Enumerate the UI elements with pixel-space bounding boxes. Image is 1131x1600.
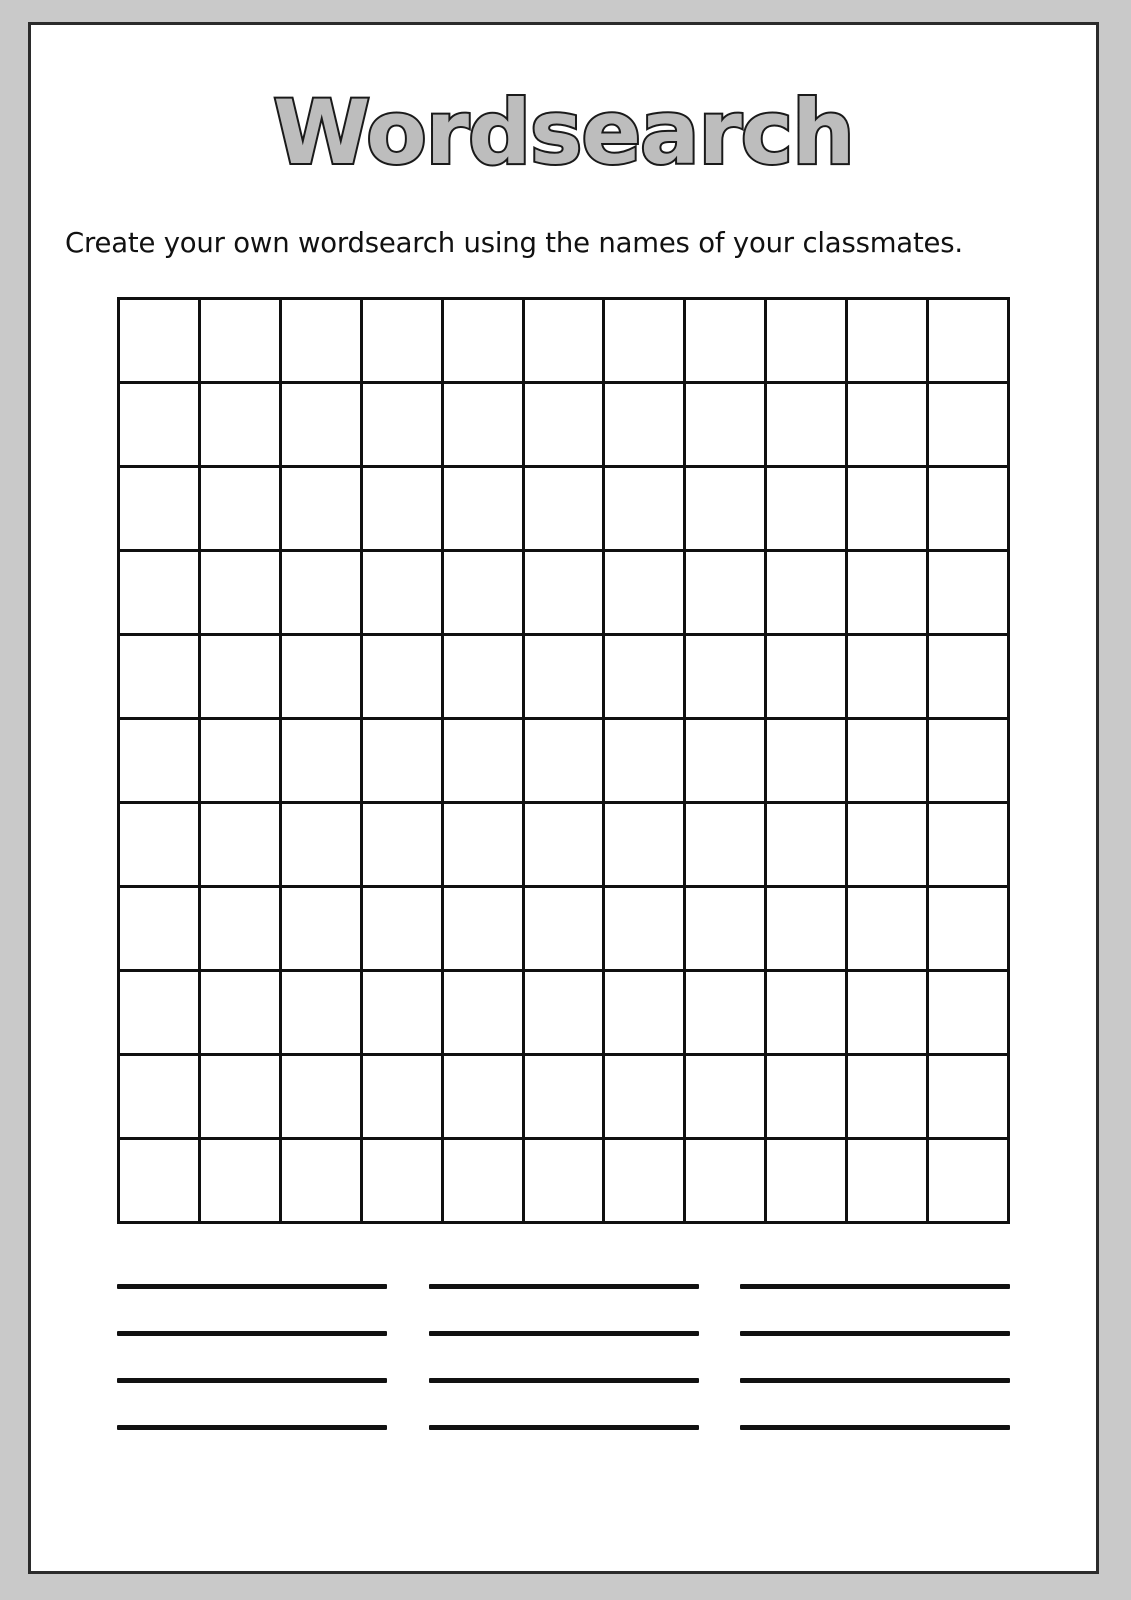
grid-row: [119, 719, 1009, 803]
grid-cell[interactable]: [199, 383, 280, 467]
grid-cell[interactable]: [442, 467, 523, 551]
grid-cell[interactable]: [280, 1055, 361, 1139]
word-write-line[interactable]: [117, 1284, 387, 1289]
grid-row: [119, 299, 1009, 383]
grid-cell[interactable]: [280, 971, 361, 1055]
grid-cell[interactable]: [685, 1139, 766, 1223]
grid-row: [119, 551, 1009, 635]
grid-cell[interactable]: [847, 551, 928, 635]
grid-cell[interactable]: [523, 467, 604, 551]
grid-cell[interactable]: [928, 803, 1009, 887]
grid-cell[interactable]: [199, 1055, 280, 1139]
grid-cell[interactable]: [685, 383, 766, 467]
grid-cell[interactable]: [361, 971, 442, 1055]
grid-cell[interactable]: [685, 887, 766, 971]
word-write-line[interactable]: [429, 1378, 699, 1383]
grid-cell[interactable]: [442, 803, 523, 887]
grid-cell[interactable]: [523, 971, 604, 1055]
grid-cell[interactable]: [361, 299, 442, 383]
word-write-line[interactable]: [117, 1425, 387, 1430]
grid-cell[interactable]: [523, 719, 604, 803]
grid-cell[interactable]: [766, 719, 847, 803]
grid-cell[interactable]: [523, 1055, 604, 1139]
grid-cell[interactable]: [442, 551, 523, 635]
word-list-column: [429, 1284, 699, 1430]
grid-cell[interactable]: [604, 1055, 685, 1139]
grid-cell[interactable]: [604, 635, 685, 719]
grid-cell[interactable]: [119, 467, 200, 551]
grid-cell[interactable]: [280, 803, 361, 887]
grid-cell[interactable]: [119, 635, 200, 719]
grid-cell[interactable]: [523, 635, 604, 719]
grid-cell[interactable]: [361, 635, 442, 719]
grid-cell[interactable]: [604, 383, 685, 467]
grid-row: [119, 1139, 1009, 1223]
grid-cell[interactable]: [280, 467, 361, 551]
word-write-line[interactable]: [740, 1284, 1010, 1289]
grid-cell[interactable]: [280, 887, 361, 971]
grid-cell[interactable]: [928, 467, 1009, 551]
grid-cell[interactable]: [280, 551, 361, 635]
grid-cell[interactable]: [119, 803, 200, 887]
grid-cell[interactable]: [361, 467, 442, 551]
page-title: Wordsearch: [273, 81, 854, 184]
grid-cell[interactable]: [604, 299, 685, 383]
grid-cell[interactable]: [280, 383, 361, 467]
grid-cell[interactable]: [442, 635, 523, 719]
grid-cell[interactable]: [766, 803, 847, 887]
word-write-line[interactable]: [429, 1425, 699, 1430]
grid-cell[interactable]: [280, 299, 361, 383]
grid-row: [119, 635, 1009, 719]
grid-cell[interactable]: [847, 383, 928, 467]
grid-cell[interactable]: [361, 719, 442, 803]
grid-cell[interactable]: [685, 467, 766, 551]
grid-cell[interactable]: [199, 299, 280, 383]
grid-cell[interactable]: [766, 551, 847, 635]
grid-cell[interactable]: [361, 803, 442, 887]
grid-cell[interactable]: [604, 1139, 685, 1223]
grid-cell[interactable]: [523, 887, 604, 971]
grid-cell[interactable]: [119, 971, 200, 1055]
grid-cell[interactable]: [604, 803, 685, 887]
grid-row: [119, 383, 1009, 467]
word-write-line[interactable]: [429, 1331, 699, 1336]
grid-cell[interactable]: [766, 299, 847, 383]
grid-cell[interactable]: [928, 299, 1009, 383]
grid-cell[interactable]: [119, 383, 200, 467]
grid-cell[interactable]: [280, 1139, 361, 1223]
grid-cell[interactable]: [847, 887, 928, 971]
grid-cell[interactable]: [361, 1055, 442, 1139]
word-list-area: [117, 1284, 1010, 1430]
grid-body: [119, 299, 1009, 1223]
grid-cell[interactable]: [523, 551, 604, 635]
grid-cell[interactable]: [928, 887, 1009, 971]
word-write-line[interactable]: [429, 1284, 699, 1289]
word-write-line[interactable]: [117, 1331, 387, 1336]
word-list-column: [740, 1284, 1010, 1430]
worksheet-page: [28, 22, 1099, 1574]
grid-cell[interactable]: [847, 1055, 928, 1139]
grid-cell[interactable]: [361, 1139, 442, 1223]
grid-cell[interactable]: [766, 971, 847, 1055]
grid-cell[interactable]: [280, 635, 361, 719]
grid-cell[interactable]: [928, 635, 1009, 719]
grid-cell[interactable]: [847, 803, 928, 887]
grid-cell[interactable]: [442, 971, 523, 1055]
grid-cell[interactable]: [199, 1139, 280, 1223]
grid-cell[interactable]: [604, 551, 685, 635]
grid-cell[interactable]: [199, 971, 280, 1055]
grid-cell[interactable]: [766, 1055, 847, 1139]
grid-cell[interactable]: [523, 299, 604, 383]
grid-row: [119, 971, 1009, 1055]
grid-cell[interactable]: [604, 971, 685, 1055]
word-write-line[interactable]: [740, 1331, 1010, 1336]
grid-cell[interactable]: [361, 551, 442, 635]
grid-cell[interactable]: [523, 383, 604, 467]
grid-cell[interactable]: [766, 1139, 847, 1223]
grid-cell[interactable]: [280, 719, 361, 803]
grid-cell[interactable]: [685, 1055, 766, 1139]
word-write-line[interactable]: [740, 1425, 1010, 1430]
grid-cell[interactable]: [847, 1139, 928, 1223]
grid-cell[interactable]: [442, 719, 523, 803]
word-list-column: [117, 1284, 387, 1430]
grid-cell[interactable]: [442, 383, 523, 467]
grid-cell[interactable]: [199, 803, 280, 887]
grid-cell[interactable]: [847, 635, 928, 719]
grid-cell[interactable]: [442, 887, 523, 971]
grid-cell[interactable]: [604, 719, 685, 803]
grid-cell[interactable]: [847, 719, 928, 803]
grid-cell[interactable]: [442, 299, 523, 383]
grid-cell[interactable]: [928, 551, 1009, 635]
wordsearch-grid[interactable]: [117, 297, 1010, 1224]
grid-cell[interactable]: [119, 1055, 200, 1139]
word-write-line[interactable]: [117, 1378, 387, 1383]
grid-cell[interactable]: [119, 299, 200, 383]
grid-cell[interactable]: [442, 1055, 523, 1139]
grid-cell[interactable]: [928, 719, 1009, 803]
grid-cell[interactable]: [604, 887, 685, 971]
grid-cell[interactable]: [685, 803, 766, 887]
grid-cell[interactable]: [928, 383, 1009, 467]
word-write-line[interactable]: [740, 1378, 1010, 1383]
grid-cell[interactable]: [847, 971, 928, 1055]
grid-cell[interactable]: [361, 383, 442, 467]
grid-cell[interactable]: [847, 467, 928, 551]
grid-cell[interactable]: [199, 887, 280, 971]
grid-cell[interactable]: [523, 803, 604, 887]
grid-cell[interactable]: [928, 1055, 1009, 1139]
grid-cell[interactable]: [604, 467, 685, 551]
wordsearch-grid-container: [117, 297, 1010, 1224]
grid-cell[interactable]: [119, 551, 200, 635]
grid-cell[interactable]: [119, 1139, 200, 1223]
grid-row: [119, 467, 1009, 551]
grid-cell[interactable]: [442, 1139, 523, 1223]
grid-cell[interactable]: [119, 719, 200, 803]
grid-cell[interactable]: [199, 551, 280, 635]
grid-cell[interactable]: [119, 887, 200, 971]
grid-row: [119, 1055, 1009, 1139]
grid-cell[interactable]: [199, 719, 280, 803]
grid-cell[interactable]: [766, 887, 847, 971]
grid-cell[interactable]: [766, 635, 847, 719]
grid-row: [119, 887, 1009, 971]
grid-cell[interactable]: [766, 383, 847, 467]
grid-cell[interactable]: [685, 299, 766, 383]
grid-cell[interactable]: [685, 635, 766, 719]
grid-cell[interactable]: [928, 1139, 1009, 1223]
grid-cell[interactable]: [685, 719, 766, 803]
grid-cell[interactable]: [766, 467, 847, 551]
grid-cell[interactable]: [685, 971, 766, 1055]
grid-cell[interactable]: [199, 635, 280, 719]
instruction-text: Create your own wordsearch using the names of your classmates.: [65, 227, 963, 260]
grid-cell[interactable]: [847, 299, 928, 383]
grid-cell[interactable]: [685, 551, 766, 635]
grid-cell[interactable]: [928, 971, 1009, 1055]
grid-cell[interactable]: [361, 887, 442, 971]
grid-row: [119, 803, 1009, 887]
grid-cell[interactable]: [523, 1139, 604, 1223]
grid-cell[interactable]: [199, 467, 280, 551]
